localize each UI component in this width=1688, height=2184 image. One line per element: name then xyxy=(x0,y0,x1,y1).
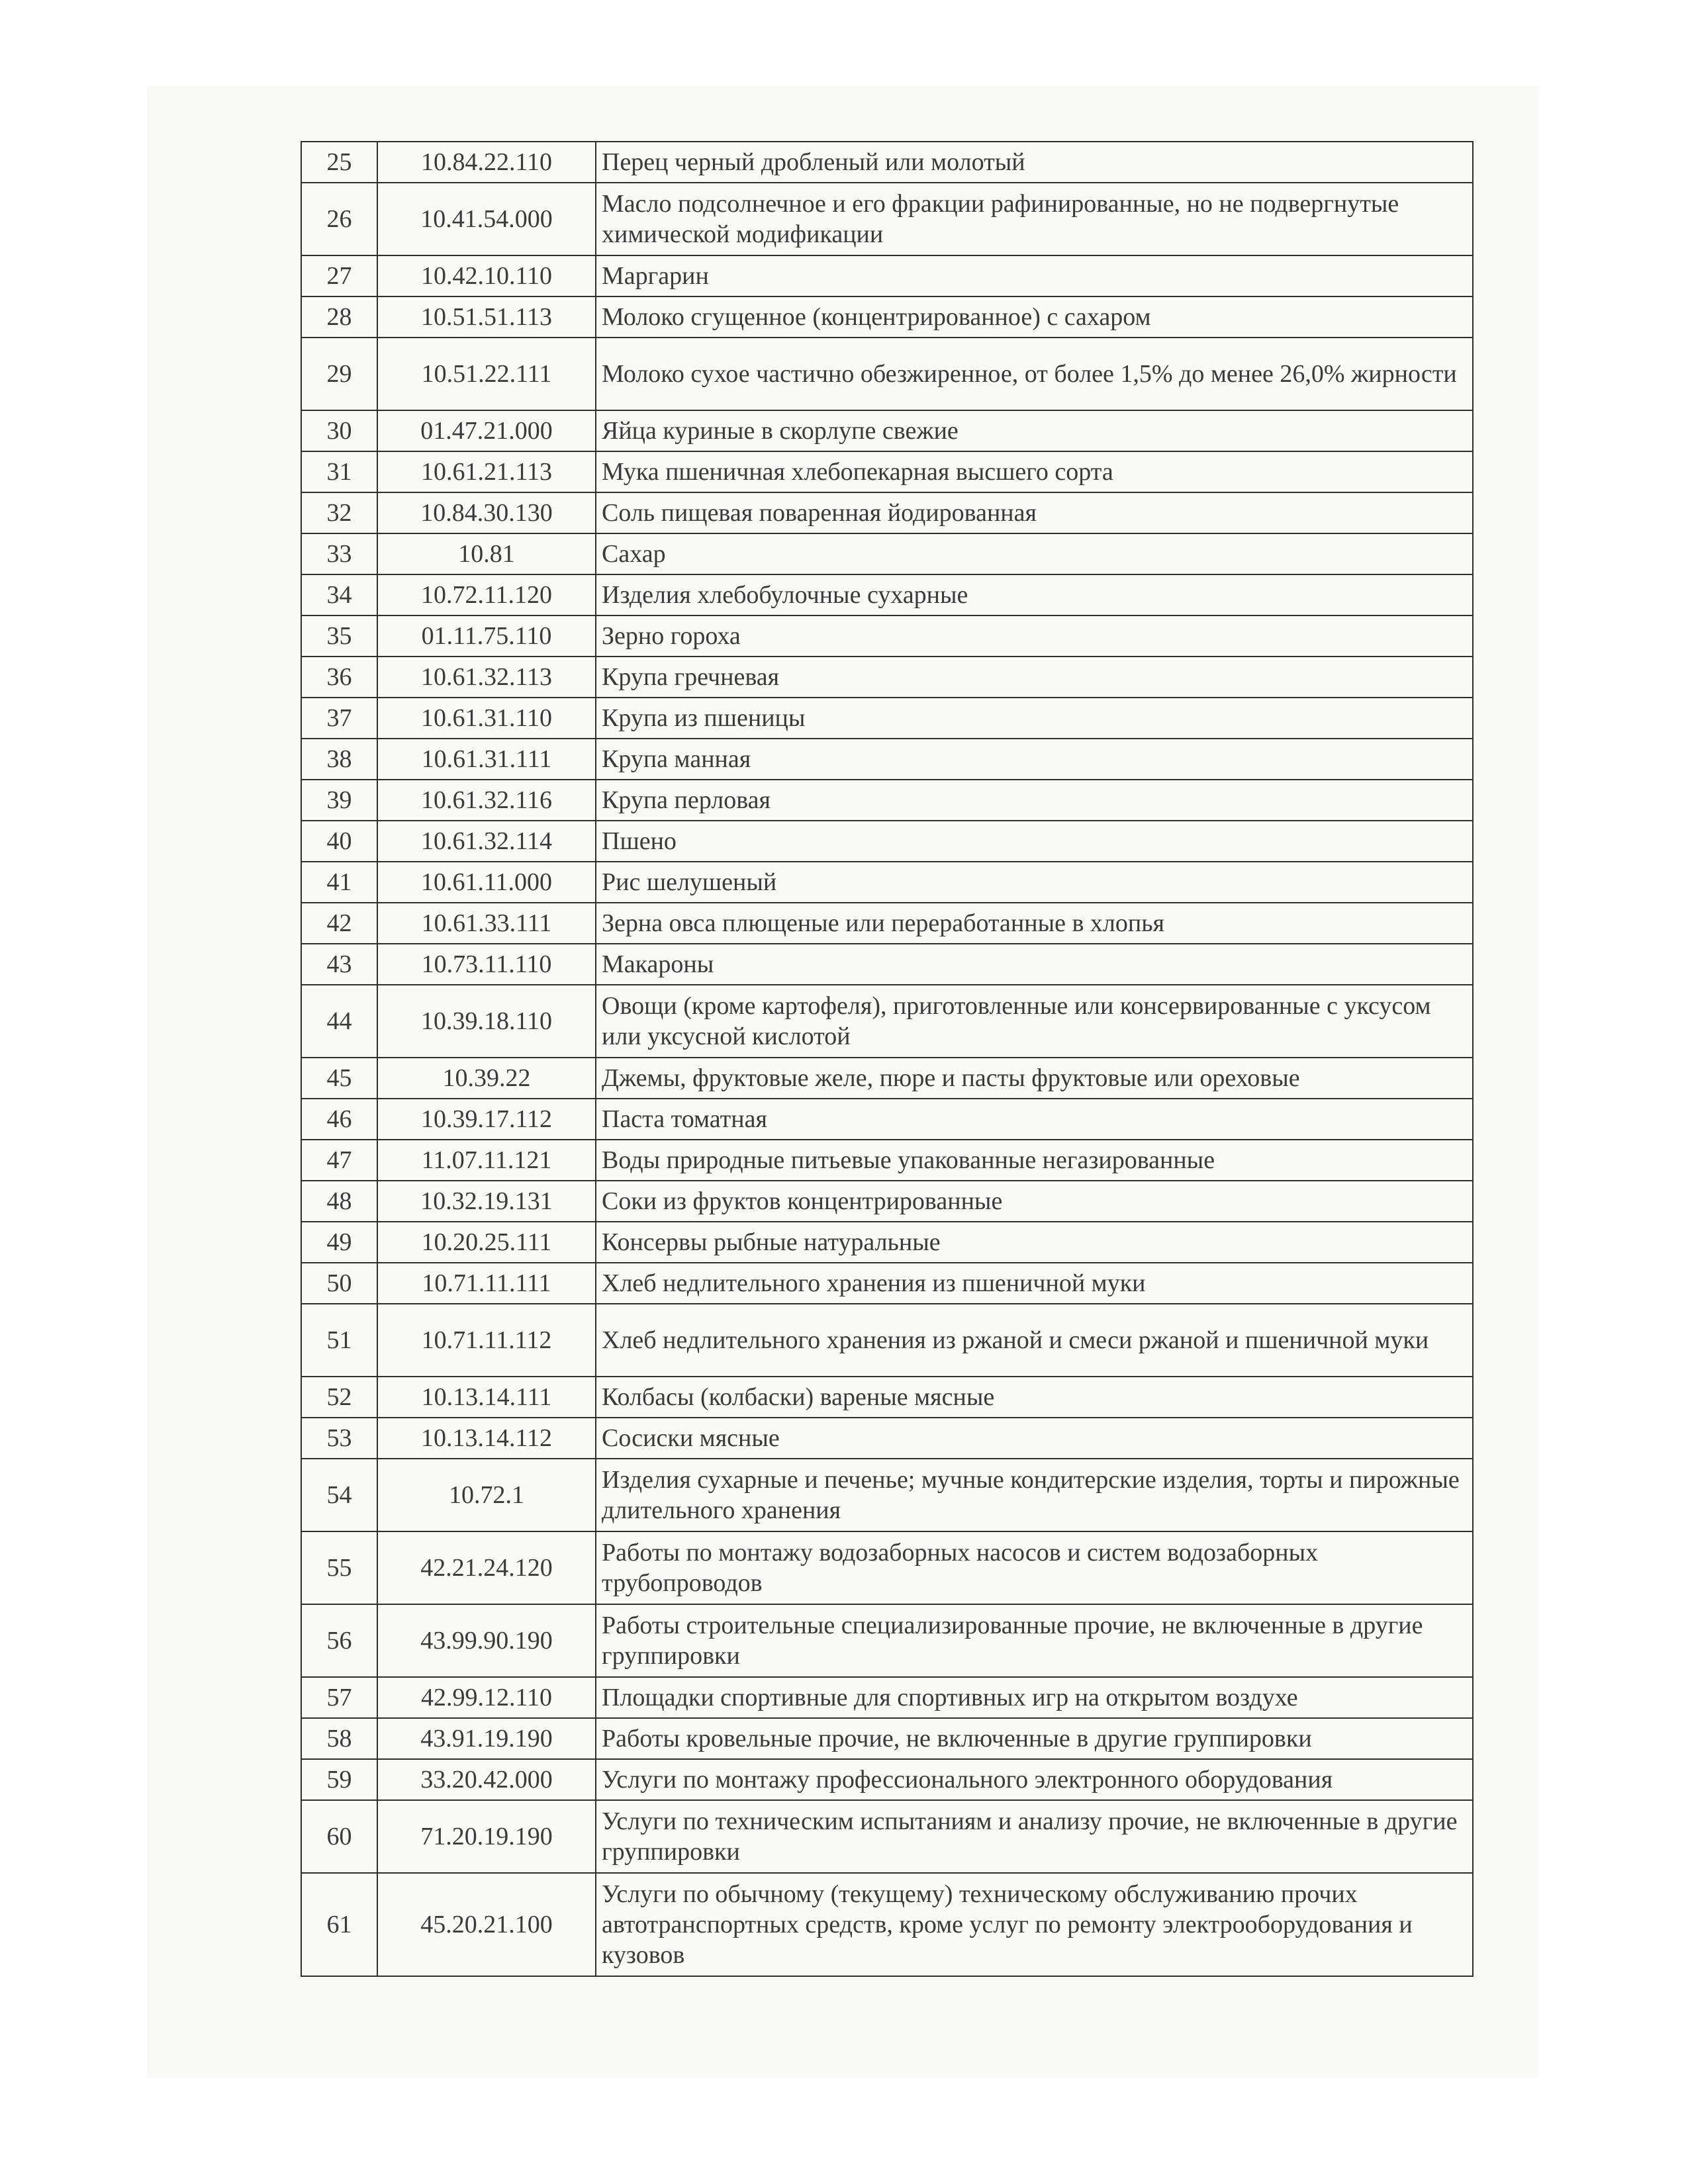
table-row xyxy=(301,1759,1473,1800)
row-number-cell: 53 xyxy=(301,1418,377,1459)
row-number-cell: 58 xyxy=(301,1718,377,1759)
okpd-code-cell: 10.61.31.110 xyxy=(377,698,596,739)
okpd-code-cell: 10.72.1 xyxy=(377,1459,596,1531)
table-row xyxy=(301,1377,1473,1418)
row-number-cell: 33 xyxy=(301,533,377,574)
row-number-cell: 38 xyxy=(301,739,377,780)
table-body xyxy=(301,142,1473,1976)
okpd-code-cell: 10.61.21.113 xyxy=(377,451,596,492)
table-row xyxy=(301,1718,1473,1759)
item-name-cell: Хлеб недлительного хранения из ржаной и смеси ржаной и пшеничной муки xyxy=(596,1304,1473,1377)
item-name-cell: Маргарин xyxy=(596,255,1473,296)
table-row xyxy=(301,698,1473,739)
table-row xyxy=(301,1263,1473,1304)
row-number-cell: 46 xyxy=(301,1099,377,1140)
item-name-cell: Хлеб недлительного хранения из пшеничной муки xyxy=(596,1263,1473,1304)
item-name-cell: Воды природные питьевые упакованные негазированные xyxy=(596,1140,1473,1181)
item-name-cell: Пшено xyxy=(596,821,1473,862)
okpd-code-cell: 42.21.24.120 xyxy=(377,1531,596,1604)
row-number-cell: 56 xyxy=(301,1604,377,1677)
row-number-cell: 52 xyxy=(301,1377,377,1418)
row-number-cell: 25 xyxy=(301,142,377,183)
table-row xyxy=(301,492,1473,533)
item-name-cell: Изделия сухарные и печенье; мучные кондитерские изделия, торты и пирожные длительного хранения xyxy=(596,1459,1473,1531)
okpd-code-cell: 10.61.32.116 xyxy=(377,780,596,821)
table-row xyxy=(301,657,1473,698)
item-name-cell: Сосиски мясные xyxy=(596,1418,1473,1459)
row-number-cell: 50 xyxy=(301,1263,377,1304)
okpd-code-cell: 10.32.19.131 xyxy=(377,1181,596,1222)
okpd-code-cell: 01.11.75.110 xyxy=(377,615,596,657)
row-number-cell: 26 xyxy=(301,183,377,255)
item-name-cell: Крупа из пшеницы xyxy=(596,698,1473,739)
table-row xyxy=(301,1604,1473,1677)
okpd-code-cell: 10.20.25.111 xyxy=(377,1222,596,1263)
row-number-cell: 55 xyxy=(301,1531,377,1604)
okpd-code-cell: 10.51.22.111 xyxy=(377,338,596,410)
okpd-code-cell: 43.99.90.190 xyxy=(377,1604,596,1677)
item-name-cell: Перец черный дробленый или молотый xyxy=(596,142,1473,183)
okpd-code-cell: 10.84.22.110 xyxy=(377,142,596,183)
okpd-code-cell: 10.61.32.114 xyxy=(377,821,596,862)
okpd-code-cell: 10.61.31.111 xyxy=(377,739,596,780)
okpd-code-cell: 10.81 xyxy=(377,533,596,574)
item-name-cell: Джемы, фруктовые желе, пюре и пасты фруктовые или ореховые xyxy=(596,1058,1473,1099)
table-row xyxy=(301,1304,1473,1377)
table-row xyxy=(301,821,1473,862)
table-row xyxy=(301,615,1473,657)
row-number-cell: 29 xyxy=(301,338,377,410)
okpd-code-cell: 10.84.30.130 xyxy=(377,492,596,533)
row-number-cell: 44 xyxy=(301,985,377,1058)
row-number-cell: 34 xyxy=(301,574,377,615)
table-row xyxy=(301,1058,1473,1099)
row-number-cell: 45 xyxy=(301,1058,377,1099)
row-number-cell: 37 xyxy=(301,698,377,739)
row-number-cell: 28 xyxy=(301,296,377,338)
item-name-cell: Услуги по обычному (текущему) техническому обслуживанию прочих автотранспортных средств, кроме услуг по ремонту электрооборудования и кузовов xyxy=(596,1873,1473,1976)
table-row xyxy=(301,142,1473,183)
table-row xyxy=(301,183,1473,255)
table-row xyxy=(301,1800,1473,1873)
table-row xyxy=(301,1222,1473,1263)
okpd-code-cell: 10.39.18.110 xyxy=(377,985,596,1058)
okpd-code-cell: 10.13.14.111 xyxy=(377,1377,596,1418)
okpd-code-cell: 10.61.32.113 xyxy=(377,657,596,698)
table-row xyxy=(301,780,1473,821)
row-number-cell: 43 xyxy=(301,944,377,985)
okpd-code-cell: 33.20.42.000 xyxy=(377,1759,596,1800)
item-name-cell: Рис шелушеный xyxy=(596,862,1473,903)
row-number-cell: 41 xyxy=(301,862,377,903)
row-number-cell: 57 xyxy=(301,1677,377,1718)
okpd-code-cell: 10.51.51.113 xyxy=(377,296,596,338)
table-row xyxy=(301,1099,1473,1140)
okpd-code-cell: 10.41.54.000 xyxy=(377,183,596,255)
item-name-cell: Работы строительные специализированные прочие, не включенные в другие группировки xyxy=(596,1604,1473,1677)
okpd-code-cell: 10.71.11.111 xyxy=(377,1263,596,1304)
okpd-code-cell: 10.72.11.120 xyxy=(377,574,596,615)
item-name-cell: Макароны xyxy=(596,944,1473,985)
okpd-code-cell: 10.39.22 xyxy=(377,1058,596,1099)
item-name-cell: Паста томатная xyxy=(596,1099,1473,1140)
row-number-cell: 42 xyxy=(301,903,377,944)
row-number-cell: 35 xyxy=(301,615,377,657)
item-name-cell: Работы по монтажу водозаборных насосов и систем водозаборных трубопроводов xyxy=(596,1531,1473,1604)
row-number-cell: 30 xyxy=(301,410,377,451)
item-name-cell: Молоко сухое частично обезжиренное, от более 1,5% до менее 26,0% жирности xyxy=(596,338,1473,410)
table-row xyxy=(301,1181,1473,1222)
item-name-cell: Яйца куриные в скорлупе свежие xyxy=(596,410,1473,451)
row-number-cell: 27 xyxy=(301,255,377,296)
table-row xyxy=(301,1531,1473,1604)
table-row xyxy=(301,1459,1473,1531)
okpd-code-cell: 10.61.11.000 xyxy=(377,862,596,903)
okpd-code-cell: 10.61.33.111 xyxy=(377,903,596,944)
okpd-code-cell: 71.20.19.190 xyxy=(377,1800,596,1873)
okpd-code-cell: 43.91.19.190 xyxy=(377,1718,596,1759)
item-name-cell: Услуги по техническим испытаниям и анализу прочие, не включенные в другие группировки xyxy=(596,1800,1473,1873)
row-number-cell: 59 xyxy=(301,1759,377,1800)
item-name-cell: Зерно гороха xyxy=(596,615,1473,657)
row-number-cell: 54 xyxy=(301,1459,377,1531)
row-number-cell: 51 xyxy=(301,1304,377,1377)
row-number-cell: 40 xyxy=(301,821,377,862)
item-name-cell: Колбасы (колбаски) вареные мясные xyxy=(596,1377,1473,1418)
table-row xyxy=(301,451,1473,492)
item-name-cell: Мука пшеничная хлебопекарная высшего сорта xyxy=(596,451,1473,492)
item-name-cell: Соки из фруктов концентрированные xyxy=(596,1181,1473,1222)
item-name-cell: Консервы рыбные натуральные xyxy=(596,1222,1473,1263)
table-row xyxy=(301,533,1473,574)
okpd-codes-table xyxy=(301,141,1474,1977)
row-number-cell: 32 xyxy=(301,492,377,533)
okpd-code-cell: 01.47.21.000 xyxy=(377,410,596,451)
table-row xyxy=(301,1873,1473,1976)
item-name-cell: Работы кровельные прочие, не включенные в другие группировки xyxy=(596,1718,1473,1759)
item-name-cell: Крупа манная xyxy=(596,739,1473,780)
okpd-code-cell: 10.42.10.110 xyxy=(377,255,596,296)
okpd-code-cell: 11.07.11.121 xyxy=(377,1140,596,1181)
okpd-code-cell: 42.99.12.110 xyxy=(377,1677,596,1718)
item-name-cell: Овощи (кроме картофеля), приготовленные или консервированные с уксусом или уксусной кислотой xyxy=(596,985,1473,1058)
okpd-code-cell: 10.73.11.110 xyxy=(377,944,596,985)
table-row xyxy=(301,255,1473,296)
table-row xyxy=(301,410,1473,451)
item-name-cell: Изделия хлебобулочные сухарные xyxy=(596,574,1473,615)
row-number-cell: 61 xyxy=(301,1873,377,1976)
okpd-code-cell: 45.20.21.100 xyxy=(377,1873,596,1976)
item-name-cell: Молоко сгущенное (концентрированное) с сахаром xyxy=(596,296,1473,338)
row-number-cell: 49 xyxy=(301,1222,377,1263)
row-number-cell: 36 xyxy=(301,657,377,698)
item-name-cell: Площадки спортивные для спортивных игр на открытом воздухе xyxy=(596,1677,1473,1718)
item-name-cell: Зерна овса плющеные или переработанные в хлопья xyxy=(596,903,1473,944)
item-name-cell: Соль пищевая поваренная йодированная xyxy=(596,492,1473,533)
row-number-cell: 31 xyxy=(301,451,377,492)
table-row xyxy=(301,903,1473,944)
table-row xyxy=(301,739,1473,780)
item-name-cell: Услуги по монтажу профессионального электронного оборудования xyxy=(596,1759,1473,1800)
item-name-cell: Масло подсолнечное и его фракции рафинированные, но не подвергнутые химической модификации xyxy=(596,183,1473,255)
row-number-cell: 60 xyxy=(301,1800,377,1873)
item-name-cell: Крупа перловая xyxy=(596,780,1473,821)
table-row xyxy=(301,862,1473,903)
table-row xyxy=(301,1140,1473,1181)
table-row xyxy=(301,985,1473,1058)
row-number-cell: 48 xyxy=(301,1181,377,1222)
okpd-code-cell: 10.71.11.112 xyxy=(377,1304,596,1377)
table-row xyxy=(301,1418,1473,1459)
table-row xyxy=(301,1677,1473,1718)
item-name-cell: Сахар xyxy=(596,533,1473,574)
table-row xyxy=(301,574,1473,615)
table-row xyxy=(301,296,1473,338)
row-number-cell: 39 xyxy=(301,780,377,821)
item-name-cell: Крупа гречневая xyxy=(596,657,1473,698)
okpd-code-cell: 10.39.17.112 xyxy=(377,1099,596,1140)
table-row xyxy=(301,338,1473,410)
okpd-code-cell: 10.13.14.112 xyxy=(377,1418,596,1459)
table-row xyxy=(301,944,1473,985)
row-number-cell: 47 xyxy=(301,1140,377,1181)
